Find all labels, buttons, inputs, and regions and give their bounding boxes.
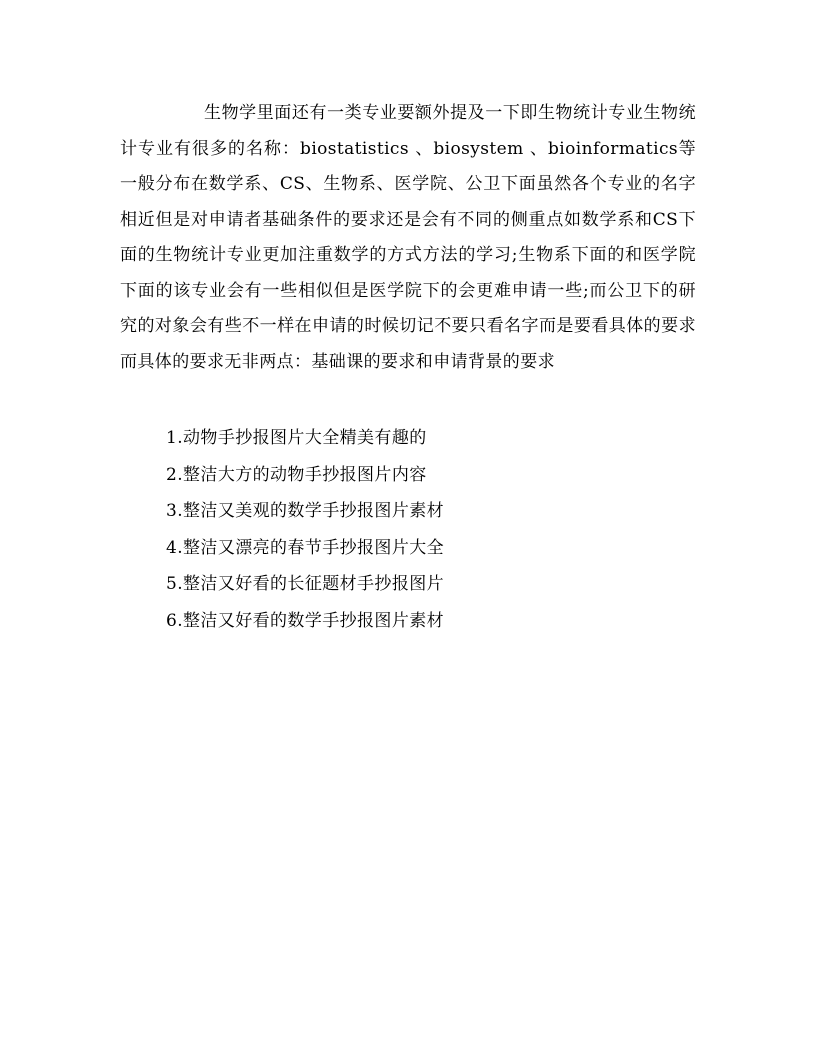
- list-item: 4.整洁又漂亮的春节手抄报图片大全: [166, 537, 445, 558]
- related-list: [166, 420, 686, 639]
- list-item: 3.整洁又美观的数学手抄报图片素材: [166, 501, 445, 521]
- list-item: 6.整洁又好看的数学手抄报图片素材: [166, 610, 445, 631]
- list-item: 5.整洁又好看的长征题材手抄报图片: [166, 574, 445, 594]
- list-item: 2.整洁大方的动物手抄报图片内容: [166, 464, 427, 485]
- list-item: 1.动物手抄报图片大全精美有趣的: [166, 428, 427, 448]
- body-paragraph: 生物学里面还有一类专业要额外提及一下即生物统计专业生物统计专业有很多的名称：biostatistics 、biosystem 、bioinformatics等一般分布在数学系、CS、生物系、医学院、公卫下面虽然各个专业的名字相近但是对申请者基础条件的要求还是会有不同的侧重点如数学系和CS下面的生物统计专业更加注重数学的方式方法的学习;生物系下面的和医学院下面的该专业会有一些相似但是医学院下的会更难申请一些;而公卫下的研究的对象会有些不一样在申请的时候切记不要只看名字而是要看具体的要求而具体的要求无非两点：基础课的要求和申请背景的要求: [120, 103, 696, 372]
